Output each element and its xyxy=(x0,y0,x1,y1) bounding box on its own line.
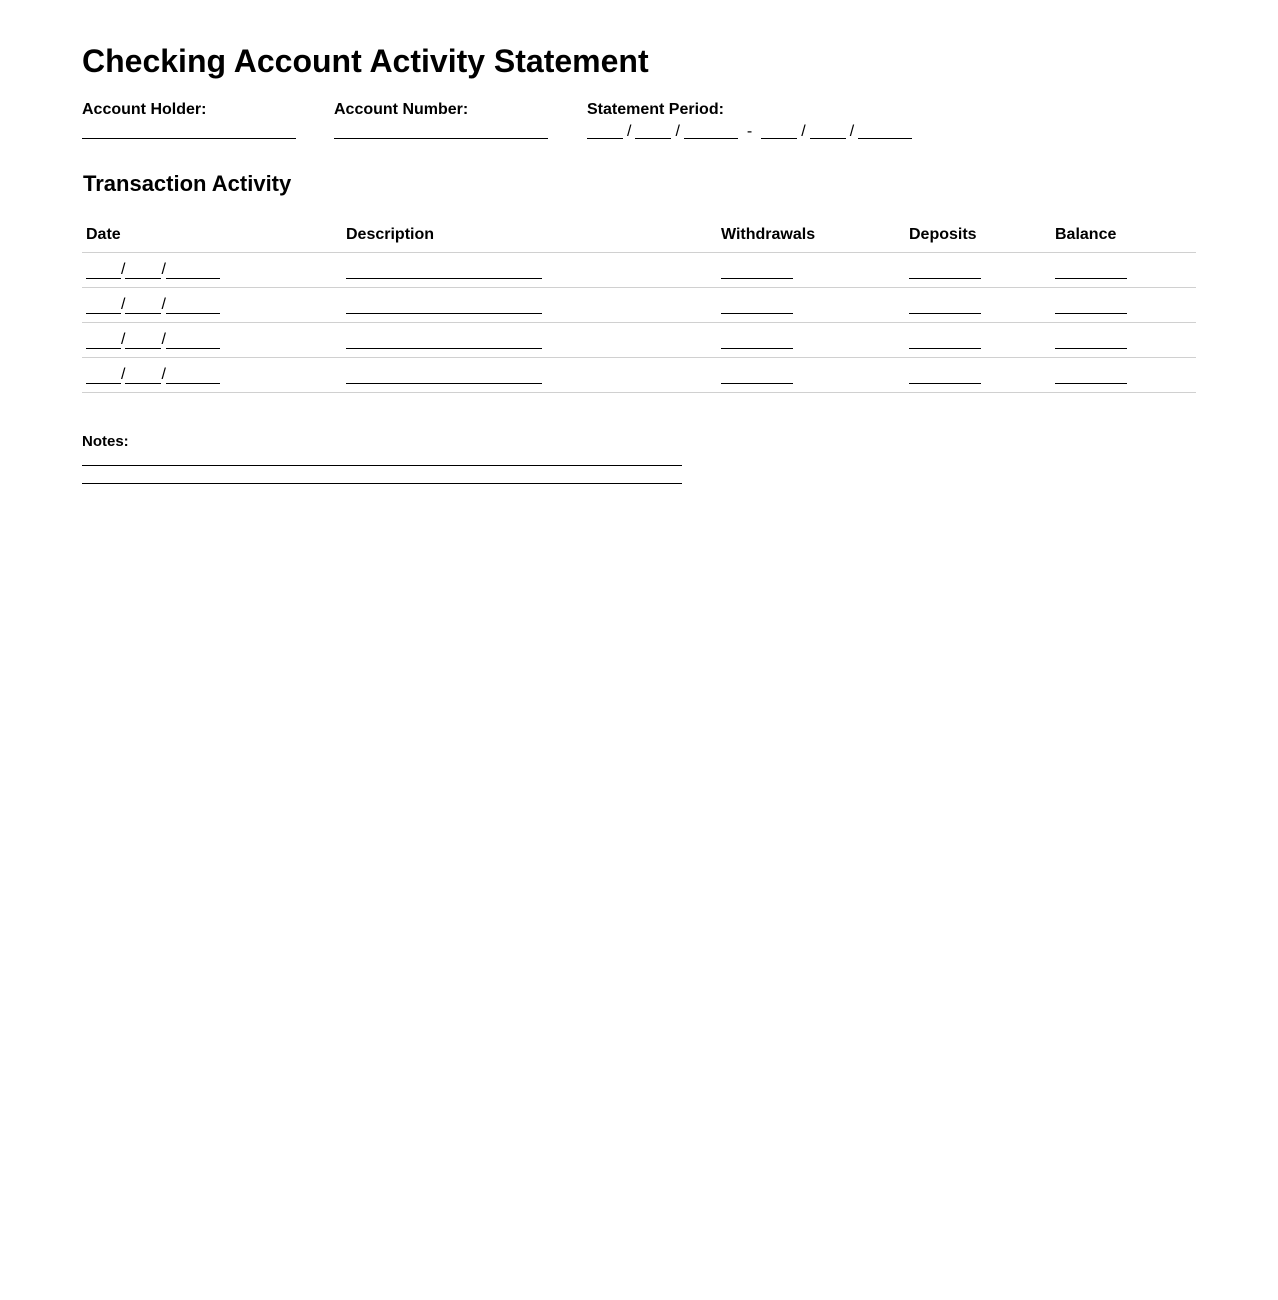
deposits-cell xyxy=(905,288,1051,323)
notes-label: Notes: xyxy=(82,433,129,450)
column-header-deposits: Deposits xyxy=(905,218,1051,253)
period-start-day-blank[interactable] xyxy=(635,124,671,139)
column-header-withdrawals: Withdrawals xyxy=(717,218,905,253)
column-header-description: Description xyxy=(342,218,717,253)
deposits-cell xyxy=(905,358,1051,393)
date-day-blank[interactable] xyxy=(125,303,161,314)
date-cell xyxy=(82,288,342,323)
date-month-blank[interactable] xyxy=(86,303,121,314)
slash: / xyxy=(849,123,855,140)
account-holder-label: Account Holder: xyxy=(82,101,207,118)
table-header-row xyxy=(82,218,1196,253)
slash: / xyxy=(121,261,126,278)
date-cell xyxy=(82,323,342,358)
statement-period-field xyxy=(587,101,912,139)
description-blank[interactable] xyxy=(346,268,542,279)
slash: / xyxy=(161,331,166,348)
description-cell xyxy=(342,253,717,288)
balance-cell xyxy=(1051,253,1196,288)
date-year-blank[interactable] xyxy=(166,338,220,349)
period-start-month-blank[interactable] xyxy=(587,124,623,139)
page-title: Checking Account Activity Statement xyxy=(82,43,649,79)
table-row xyxy=(82,253,1196,288)
date-day-blank[interactable] xyxy=(125,268,161,279)
description-cell xyxy=(342,358,717,393)
description-blank[interactable] xyxy=(346,338,542,349)
description-cell xyxy=(342,288,717,323)
balance-blank[interactable] xyxy=(1055,373,1127,384)
deposits-blank[interactable] xyxy=(909,338,981,349)
period-end-day-blank[interactable] xyxy=(810,124,846,139)
balance-cell xyxy=(1051,358,1196,393)
slash: / xyxy=(801,123,806,140)
date-month-blank[interactable] xyxy=(86,268,121,279)
period-dash: - xyxy=(746,123,753,140)
date-year-blank[interactable] xyxy=(166,303,220,314)
deposits-blank[interactable] xyxy=(909,268,981,279)
deposits-cell xyxy=(905,323,1051,358)
column-header-balance: Balance xyxy=(1051,218,1196,253)
slash: / xyxy=(161,296,166,313)
withdrawals-blank[interactable] xyxy=(721,268,793,279)
table-row xyxy=(82,323,1196,358)
table-row xyxy=(82,358,1196,393)
account-number-label: Account Number: xyxy=(334,101,469,118)
section-heading-transactions: Transaction Activity xyxy=(83,171,292,196)
account-number-blank[interactable] xyxy=(334,124,548,139)
deposits-cell xyxy=(905,253,1051,288)
balance-blank[interactable] xyxy=(1055,338,1127,349)
date-year-blank[interactable] xyxy=(166,373,220,384)
slash: / xyxy=(121,296,126,313)
description-cell xyxy=(342,323,717,358)
withdrawals-blank[interactable] xyxy=(721,303,793,314)
slash: / xyxy=(161,366,166,383)
account-number-field xyxy=(334,101,548,139)
notes-line-1[interactable] xyxy=(82,465,682,466)
period-start-year-blank[interactable] xyxy=(684,124,738,139)
description-blank[interactable] xyxy=(346,373,542,384)
deposits-blank[interactable] xyxy=(909,303,981,314)
date-month-blank[interactable] xyxy=(86,338,121,349)
balance-blank[interactable] xyxy=(1055,303,1127,314)
withdrawals-cell xyxy=(717,288,905,323)
account-holder-blank[interactable] xyxy=(82,124,296,139)
date-year-blank[interactable] xyxy=(166,268,220,279)
withdrawals-blank[interactable] xyxy=(721,373,793,384)
description-blank[interactable] xyxy=(346,303,542,314)
slash: / xyxy=(121,331,126,348)
date-cell xyxy=(82,358,342,393)
slash: / xyxy=(627,123,632,140)
withdrawals-cell xyxy=(717,358,905,393)
table-row xyxy=(82,288,1196,323)
withdrawals-blank[interactable] xyxy=(721,338,793,349)
slash: / xyxy=(121,366,126,383)
transaction-table xyxy=(82,218,1196,393)
slash: / xyxy=(161,261,166,278)
period-end-year-blank[interactable] xyxy=(858,124,912,139)
date-cell xyxy=(82,253,342,288)
balance-cell xyxy=(1051,288,1196,323)
deposits-blank[interactable] xyxy=(909,373,981,384)
balance-blank[interactable] xyxy=(1055,268,1127,279)
withdrawals-cell xyxy=(717,253,905,288)
statement-period-label: Statement Period: xyxy=(587,101,724,118)
date-day-blank[interactable] xyxy=(125,373,161,384)
balance-cell xyxy=(1051,323,1196,358)
column-header-date: Date xyxy=(82,218,342,253)
slash: / xyxy=(675,123,680,140)
withdrawals-cell xyxy=(717,323,905,358)
date-month-blank[interactable] xyxy=(86,373,121,384)
notes-line-2[interactable] xyxy=(82,483,682,484)
account-holder-field xyxy=(82,101,296,139)
period-end-month-blank[interactable] xyxy=(761,124,797,139)
date-day-blank[interactable] xyxy=(125,338,161,349)
